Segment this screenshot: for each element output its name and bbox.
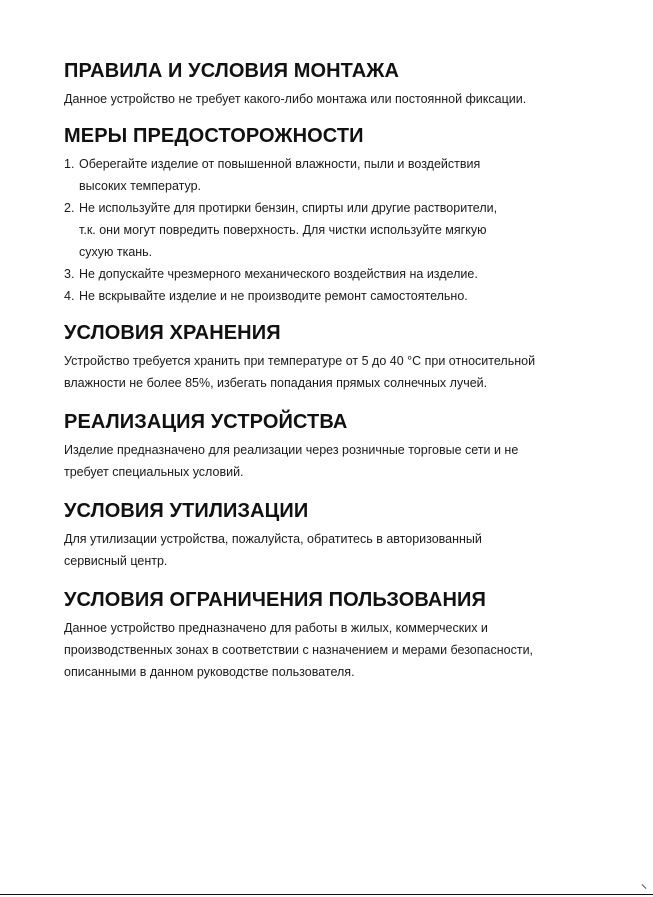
- section-heading: РЕАЛИЗАЦИЯ УСТРОЙСТВА: [64, 411, 348, 433]
- section-text-line: Данное устройство предназначено для работы в жилых, коммерческих и: [64, 621, 488, 635]
- section-precautions: [64, 123, 497, 307]
- list-number: 4.: [64, 289, 75, 303]
- section-heading: МЕРЫ ПРЕДОСТОРОЖНОСТИ: [64, 125, 364, 147]
- list-item-body: [79, 197, 497, 263]
- section-storage: [64, 320, 535, 394]
- list-number: 2.: [64, 201, 75, 215]
- section-installation: [64, 58, 526, 110]
- page-bottom-edge: [0, 894, 653, 895]
- section-usage-restrictions: [64, 587, 533, 683]
- list-item-line: высоких температур.: [79, 179, 202, 193]
- section-sales: [64, 409, 518, 483]
- list-number: 3.: [64, 267, 75, 281]
- list-item-body: [79, 153, 497, 197]
- list-item: [64, 197, 497, 263]
- list-item-line: Оберегайте изделие от повышенной влажности, пыли и воздействия: [79, 157, 481, 171]
- list-item: [64, 263, 497, 285]
- list-item: [64, 153, 497, 197]
- list-item-line: Не используйте для протирки бензин, спирты или другие растворители,: [79, 201, 498, 215]
- section-heading: ПРАВИЛА И УСЛОВИЯ МОНТАЖА: [64, 60, 399, 82]
- list-item-body: [79, 285, 497, 307]
- section-text-line: производственных зонах в соответствии с назначением и мерами безопасности,: [64, 643, 534, 657]
- section-text-line: требует специальных условий.: [64, 465, 244, 479]
- section-heading: УСЛОВИЯ ХРАНЕНИЯ: [64, 322, 281, 344]
- section-text-line: описанными в данном руководстве пользователя.: [64, 665, 355, 679]
- list-item-line: Не допускайте чрезмерного механического воздействия на изделие.: [79, 267, 478, 281]
- section-text-line: Устройство требуется хранить при температуре от 5 до 40 °С при относительной: [64, 354, 536, 368]
- section-text-line: Для утилизации устройства, пожалуйста, обратитесь в авторизованный: [64, 532, 482, 546]
- list-item-line: сухую ткань.: [79, 245, 153, 259]
- list-number: 1.: [64, 157, 75, 171]
- list-item: [64, 285, 497, 307]
- section-heading: УСЛОВИЯ ОГРАНИЧЕНИЯ ПОЛЬЗОВАНИЯ: [64, 589, 486, 611]
- section-disposal: [64, 498, 482, 572]
- list-item-line: Не вскрывайте изделие и не производите ремонт самостоятельно.: [79, 289, 468, 303]
- section-text-line: сервисный центр.: [64, 554, 168, 568]
- list-item-body: [79, 263, 497, 285]
- section-text-line: Изделие предназначено для реализации через розничные торговые сети и не: [64, 443, 519, 457]
- section-heading: УСЛОВИЯ УТИЛИЗАЦИИ: [64, 500, 309, 522]
- list-item-line: т.к. они могут повредить поверхность. Для чистки используйте мягкую: [79, 223, 487, 237]
- section-text-line: влажности не более 85%, избегать попадания прямых солнечных лучей.: [64, 376, 488, 390]
- section-text-line: Данное устройство не требует какого-либо монтажа или постоянной фиксации.: [64, 92, 527, 106]
- page-corner-mark: [642, 884, 647, 889]
